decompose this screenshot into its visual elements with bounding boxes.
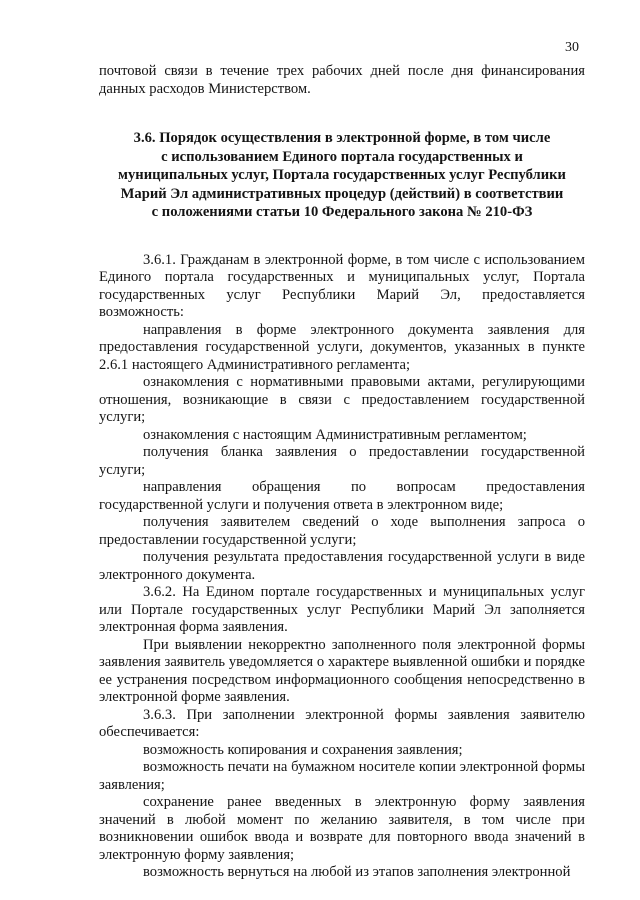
list-item: сохранение ранее введенных в электронную форму заявления значений в любой момент по желанию заявителя, в том числе при возникновении ошибок ввода и возврате для повторного ввода значений в электронную форму заявления; <box>99 794 585 863</box>
heading-line: с положениями статьи 10 Федерального закона № 210-ФЗ <box>151 204 533 220</box>
section-heading <box>99 129 585 222</box>
list-item: направления в форме электронного документа заявления для предоставления государственной услуги, документов, указанных в пункте 2.6.1 настоящего Административного регламента; <box>99 321 585 373</box>
paragraph: При выявлении некорректно заполненного поля электронной формы заявления заявитель уведомляется о характере выявленной ошибки и порядке ее устранения посредством информационного сообщения непосредственно в электронной форме заявления. <box>99 636 585 705</box>
heading-line: муниципальных услуг, Портала государственных услуг Республики <box>118 167 566 183</box>
list-item: получения заявителем сведений о ходе выполнения запроса о предоставлении государственной услуги; <box>99 514 585 548</box>
paragraph-3-6-1: 3.6.1. Гражданам в электронной форме, в том числе с использованием Единого портала государственных и муниципальных услуг, Портала государственных услуг Республики Марий Эл, предоставляется возможность: <box>99 251 585 320</box>
heading-line: 3.6. Порядок осуществления в электронной форме, в том числе <box>133 130 551 146</box>
list-item: ознакомления с нормативными правовыми актами, регулирующими отношения, возникающие в связи с предоставлением государственной услуги; <box>99 374 585 425</box>
heading-line: Марий Эл административных процедур (действий) в соответствии <box>120 185 564 202</box>
list-item: возможность копирования и сохранения заявления; <box>143 741 463 758</box>
paragraph-3-6-3: 3.6.3. При заполнении электронной формы заявления заявителю обеспечивается: <box>99 706 585 740</box>
list-item: направления обращения по вопросам предоставления государственной услуги и получения ответа в электронном виде; <box>99 479 585 513</box>
paragraph-3-6-2: 3.6.2. На Едином портале государственных и муниципальных услуг или Портале государственных услуг Республики Марий Эл заполняется электронная форма заявления. <box>99 584 585 635</box>
document-body <box>99 63 585 882</box>
page-number: 30 <box>565 40 579 55</box>
heading-line: с использованием Единого портала государственных и <box>161 148 523 165</box>
list-item: возможность печати на бумажном носителе копии электронной формы заявления; <box>99 759 585 793</box>
list-item: ознакомления с настоящим Административным регламентом; <box>143 426 527 443</box>
list-item: возможность вернуться на любой из этапов заполнения электронной <box>143 864 571 880</box>
list-item: получения результата предоставления государственной услуги в виде электронного документа. <box>99 549 585 583</box>
list-item: получения бланка заявления о предоставлении государственной услуги; <box>99 444 585 478</box>
intro-paragraph: почтовой связи в течение трех рабочих дней после дня финансирования данных расходов Министерством. <box>99 63 585 97</box>
